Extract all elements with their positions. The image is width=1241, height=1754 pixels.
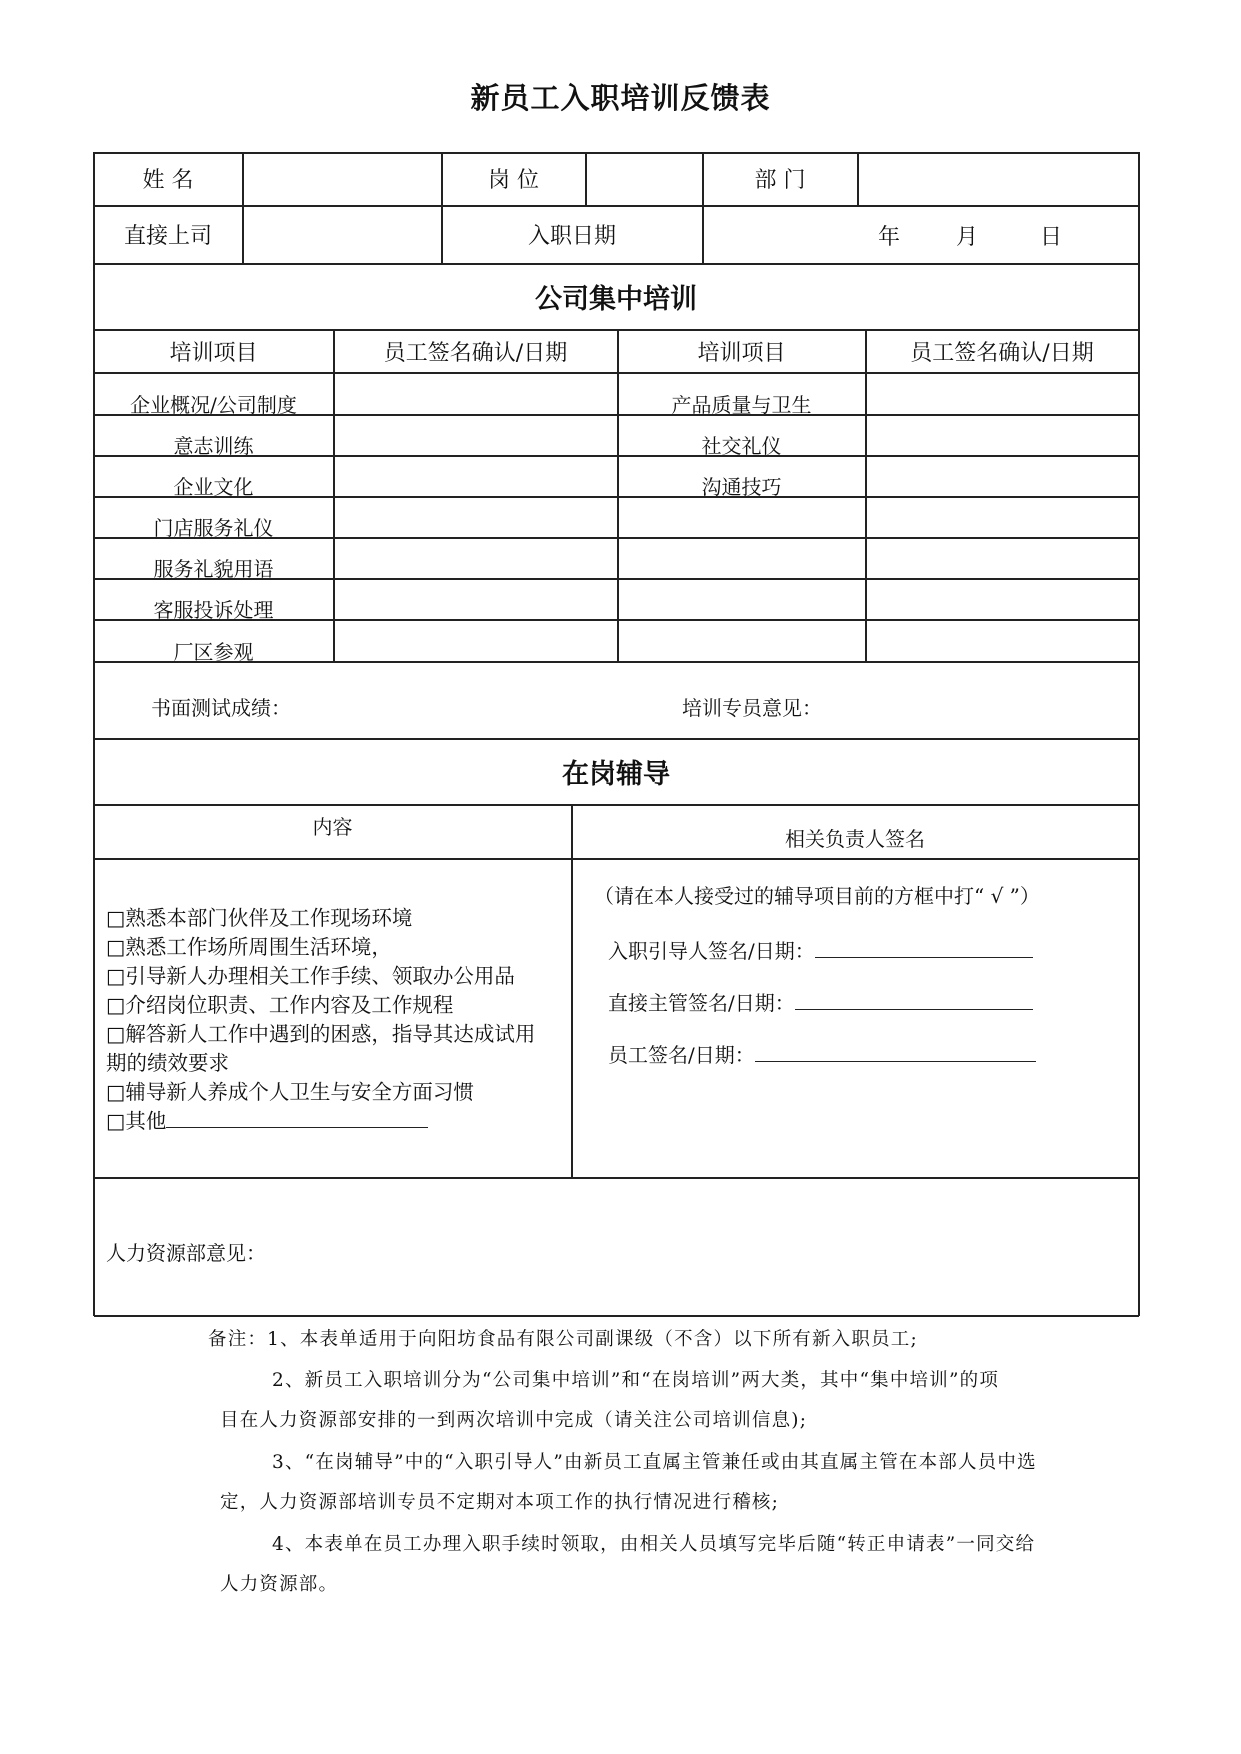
department-field[interactable] [858, 152, 1138, 205]
guide-sign-label: 入职引导人签名/日期： [608, 939, 815, 963]
name-label: 姓 名 [142, 168, 194, 193]
checklist-item-continued: 期的绩效要求 [106, 1051, 229, 1075]
month-label: 月 [956, 225, 979, 250]
checklist-item[interactable]: □熟悉工作场所周围生活环境， [106, 935, 392, 959]
training-item-right: 产品质量与卫生 [671, 393, 812, 417]
onjob-instruction: （请在本人接受过的辅导项目前的方框中打“ √ ”） [594, 884, 1040, 908]
checklist-item[interactable]: □解答新人工作中遇到的困惑，指导其达成试用 [106, 1022, 536, 1046]
right-signature-fields[interactable] [866, 373, 1138, 619]
col-content: 内容 [312, 814, 353, 839]
checklist-item[interactable]: □辅导新人养成个人卫生与安全方面习惯 [106, 1080, 474, 1104]
checklist-item-other[interactable] [106, 1107, 535, 1136]
col-sign-left: 员工签名确认/日期 [383, 340, 568, 366]
centralized-section-title: 公司集中培训 [535, 284, 697, 315]
checklist-item[interactable]: □引导新人办理相关工作手续、领取办公用品 [106, 964, 515, 988]
trainer-opinion-label: 培训专员意见： [682, 696, 822, 720]
training-item-right: 沟通技巧 [701, 475, 782, 499]
note-line: 备注：1、本表单适用于向阳坊食品有限公司副课级（不含）以下所有新入职员工; [208, 1329, 918, 1350]
day-label: 日 [1040, 225, 1063, 250]
note-line: 4、本表单在员工办理入职手续时领取，由相关人员填写完毕后随“转正申请表”一同交给 [272, 1534, 1036, 1555]
department-label: 部 门 [754, 168, 806, 193]
manager-sign-field[interactable] [795, 991, 1033, 1010]
hr-opinion-label: 人力资源部意见： [106, 1241, 266, 1265]
supervisor-label: 直接上司 [123, 224, 212, 249]
note-line: 人力资源部。 [220, 1574, 339, 1595]
note-line: 3、“在岗辅导”中的“入职引导人”由新员工直属主管兼任或由其直属主管在本部人员中选 [272, 1452, 1037, 1473]
guide-sign-field[interactable] [815, 939, 1033, 958]
hire-date-field[interactable] [703, 206, 1138, 263]
col-item-left: 培训项目 [169, 340, 258, 366]
other-label: □其他 [106, 1109, 167, 1133]
manager-sign-label: 直接主管签名/日期： [608, 991, 795, 1015]
col-sign-right: 员工签名确认/日期 [910, 340, 1094, 366]
manager-signature-row [608, 987, 1033, 1016]
supervisor-field[interactable] [243, 206, 441, 263]
employee-sign-field[interactable] [755, 1043, 1036, 1062]
position-field[interactable] [586, 152, 702, 205]
form-title: 新员工入职培训反馈表 [470, 81, 771, 115]
note-line: 定，人力资源部培训专员不定期对本项工作的执行情况进行稽核; [220, 1492, 780, 1513]
employee-sign-label: 员工签名/日期： [608, 1043, 755, 1067]
col-signer: 相关负责人签名 [785, 826, 925, 851]
training-item-left: 服务礼貌用语 [153, 557, 274, 581]
training-item-left: 门店服务礼仪 [153, 516, 274, 540]
onjob-checklist [106, 904, 535, 1136]
col-item-right: 培训项目 [697, 340, 786, 366]
left-signature-fields[interactable] [334, 373, 617, 619]
position-label: 岗 位 [488, 168, 539, 193]
training-item-right: 社交礼仪 [701, 434, 782, 458]
employee-signature-row [608, 1039, 1036, 1068]
checklist-item[interactable]: □熟悉本部门伙伴及工作现场环境 [106, 906, 413, 930]
training-item-left: 意志训练 [173, 434, 254, 458]
training-item-left: 企业文化 [173, 475, 254, 499]
note-line: 目在人力资源部安排的一到两次培训中完成（请关注公司培训信息); [220, 1410, 808, 1431]
test-score-label: 书面测试成绩： [151, 696, 291, 720]
hire-date-label: 入职日期 [527, 224, 616, 249]
training-item-left: 厂区参观 [173, 640, 254, 664]
training-item-left: 客服投诉处理 [153, 598, 274, 622]
other-field[interactable] [166, 1109, 428, 1128]
note-line: 2、新员工入职培训分为“公司集中培训”和“在岗培训”两大类，其中“集中培训”的项 [272, 1370, 1000, 1391]
guide-signature-row [608, 935, 1033, 964]
training-item-left: 企业概况/公司制度 [130, 393, 297, 417]
name-field[interactable] [243, 152, 441, 205]
onjob-section-title: 在岗辅导 [562, 759, 670, 790]
year-label: 年 [878, 225, 901, 250]
checklist-item[interactable]: □介绍岗位职责、工作内容及工作规程 [106, 993, 454, 1017]
